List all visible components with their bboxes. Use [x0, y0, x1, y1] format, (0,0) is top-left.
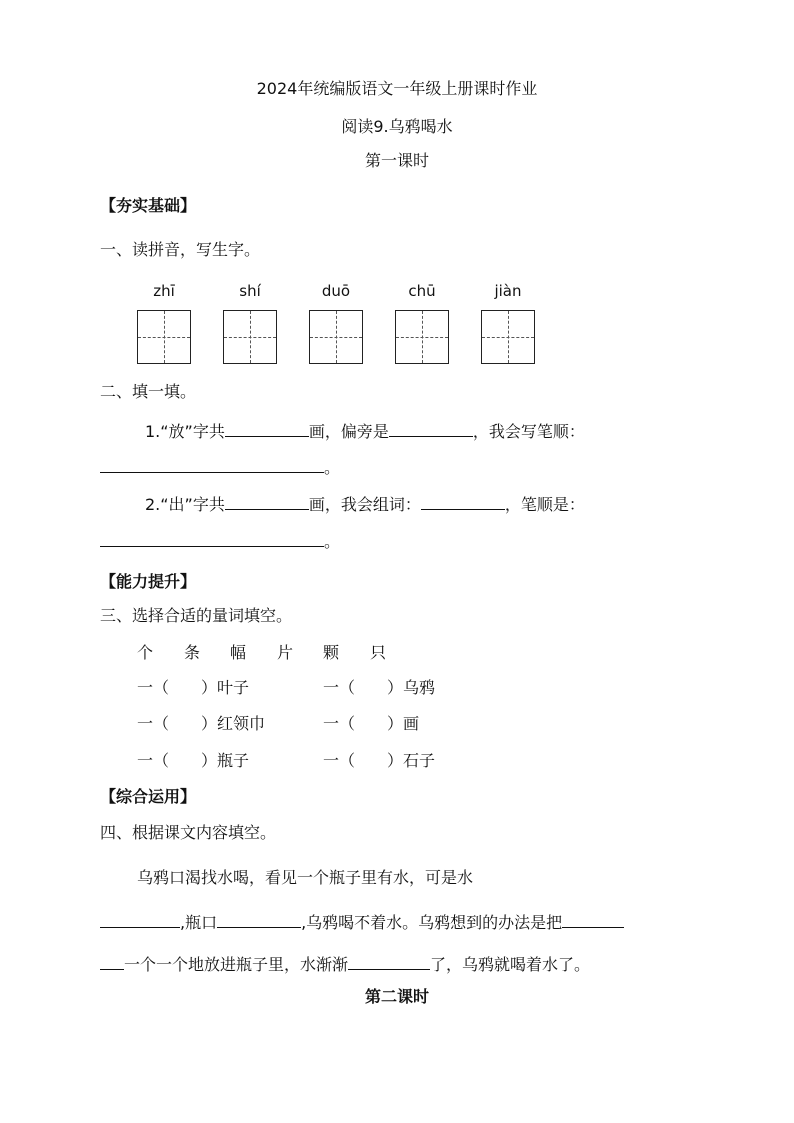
- measure-item[interactable]: 一（ ）红领巾: [137, 714, 266, 733]
- answer-blank[interactable]: [100, 953, 124, 970]
- writing-grid-box[interactable]: [309, 310, 363, 364]
- measure-word: 条: [184, 643, 201, 662]
- question-3-title: 三、选择合适的量词填空。: [100, 606, 293, 625]
- answer-blank[interactable]: [100, 456, 324, 473]
- answer-blank[interactable]: [100, 911, 180, 928]
- passage-text: 了，乌鸦就喝着水了。: [430, 955, 591, 974]
- measure-word: 颗: [323, 643, 340, 662]
- passage-line-3: [100, 953, 590, 975]
- fill-item-1: [145, 420, 585, 442]
- measure-item[interactable]: 一（ ）画: [323, 714, 420, 733]
- pinyin-label: chū: [408, 282, 436, 300]
- answer-blank[interactable]: [225, 493, 309, 510]
- fill-item-1-text-b: 画，偏旁是: [308, 422, 389, 441]
- answer-blank[interactable]: [225, 420, 309, 437]
- fill-item-2-end: 。: [324, 532, 341, 551]
- passage-text: ,乌鸦喝不着水。乌鸦想到的办法是把: [301, 913, 563, 932]
- measure-item[interactable]: 一（ ）乌鸦: [323, 678, 436, 697]
- period-2-title: 第二课时: [364, 987, 429, 1006]
- writing-grid-box[interactable]: [395, 310, 449, 364]
- fill-item-2: [145, 493, 585, 515]
- pinyin-label: duō: [321, 282, 351, 300]
- answer-blank[interactable]: [348, 953, 430, 970]
- writing-grid-box[interactable]: [223, 310, 277, 364]
- passage-text: ,瓶口: [180, 913, 218, 932]
- fill-item-1-text-a: 1.“放”字共: [145, 422, 225, 441]
- question-2-title: 二、填一填。: [100, 382, 197, 401]
- answer-blank[interactable]: [217, 911, 301, 928]
- fill-item-2-line2: [100, 530, 340, 552]
- measure-item[interactable]: 一（ ）瓶子: [137, 751, 250, 770]
- pinyin-label: jiàn: [494, 282, 522, 300]
- fill-item-2-text-b: 画，我会组词：: [308, 495, 421, 514]
- pinyin-label: shí: [239, 282, 261, 300]
- fill-item-2-text-c: ，笔顺是：: [504, 495, 585, 514]
- answer-blank[interactable]: [421, 493, 505, 510]
- measure-word: 个: [137, 643, 154, 662]
- measure-item[interactable]: 一（ ）石子: [323, 751, 436, 770]
- writing-grid-box[interactable]: [137, 310, 191, 364]
- section-heading-application: 【综合运用】: [100, 787, 197, 806]
- section-heading-basics: 【夯实基础】: [100, 196, 197, 215]
- passage-text: 一个一个地放进瓶子里，水渐渐: [124, 955, 349, 974]
- question-4-title: 四、根据课文内容填空。: [100, 823, 277, 842]
- measure-word: 片: [277, 643, 294, 662]
- fill-item-1-end: 。: [324, 458, 341, 477]
- fill-item-1-text-c: ，我会写笔顺：: [472, 422, 585, 441]
- period-title: 第一课时: [364, 151, 429, 170]
- measure-word: 幅: [230, 643, 247, 662]
- question-1-title: 一、读拼音，写生字。: [100, 240, 261, 259]
- passage-line-2: [100, 911, 624, 933]
- passage-line-1: 乌鸦口渴找水喝，看见一个瓶子里有水，可是水: [137, 868, 474, 887]
- pinyin-label: zhī: [153, 282, 175, 300]
- answer-blank[interactable]: [389, 420, 473, 437]
- answer-blank[interactable]: [100, 530, 324, 547]
- fill-item-1-line2: [100, 456, 340, 478]
- measure-item[interactable]: 一（ ）叶子: [137, 678, 250, 697]
- fill-item-2-text-a: 2.“出”字共: [145, 495, 225, 514]
- writing-grid-box[interactable]: [481, 310, 535, 364]
- section-heading-ability: 【能力提升】: [100, 572, 197, 591]
- page-title: 2024年统编版语文一年级上册课时作业: [256, 79, 538, 98]
- lesson-title: 阅读9.乌鸦喝水: [341, 117, 453, 136]
- answer-blank[interactable]: [562, 911, 624, 928]
- measure-word: 只: [370, 643, 387, 662]
